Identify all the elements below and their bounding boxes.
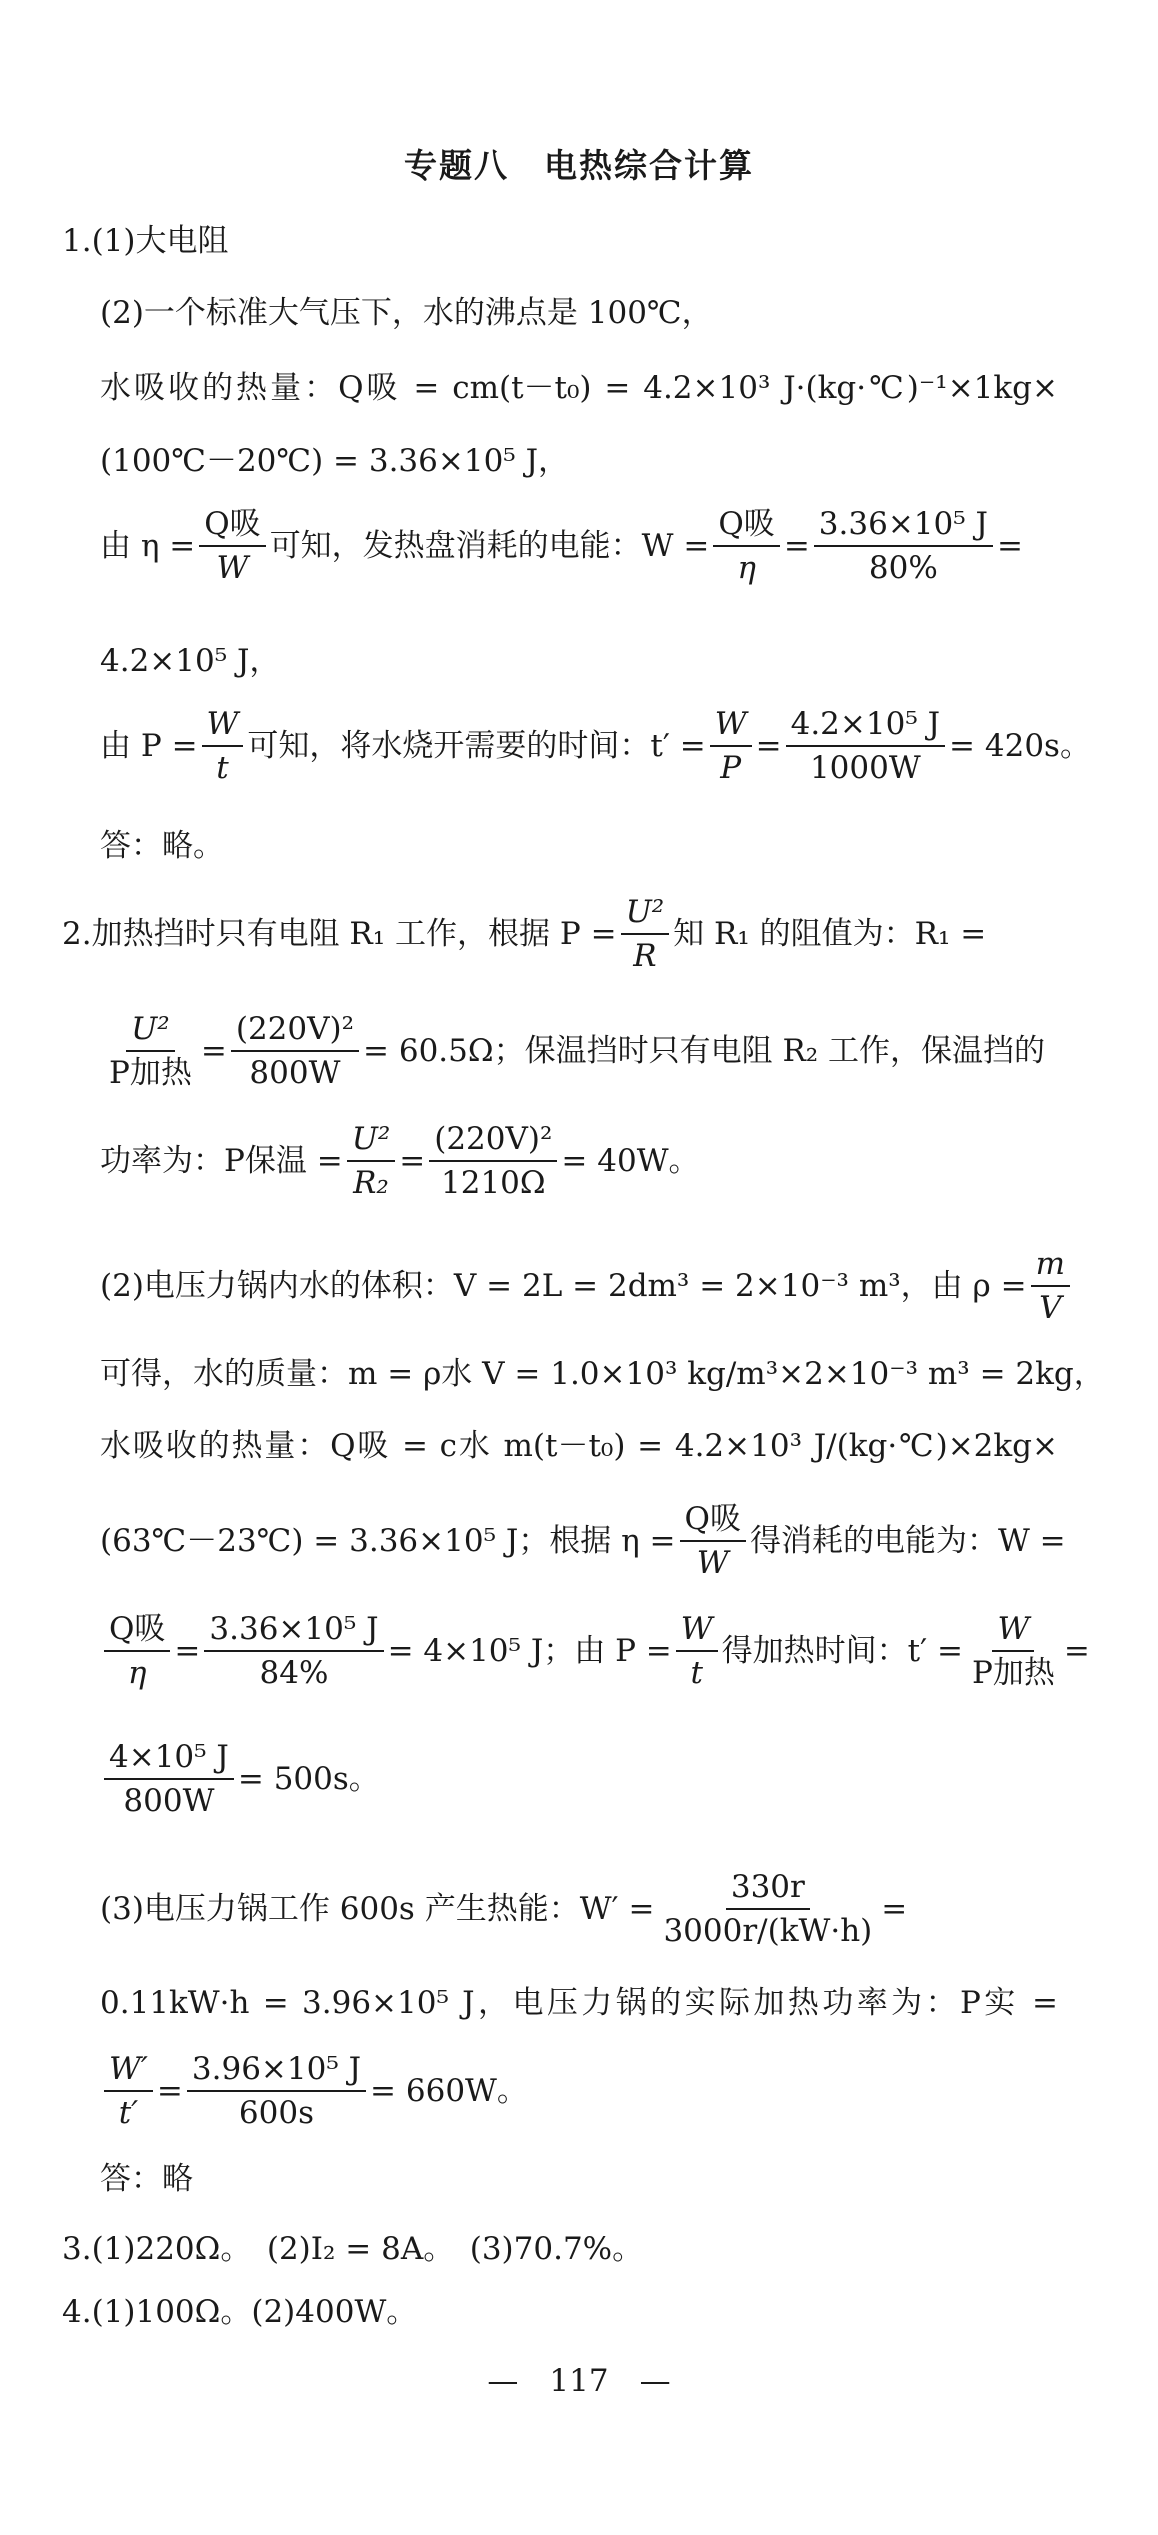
text: 知 R₁ 的阻值为：R₁ = — [673, 916, 987, 952]
denominator: W — [696, 1545, 729, 1581]
q2-part3-line2: 0.11kW·h = 3.96×10⁵ J，电压力锅的实际加热功率为：P实 = — [100, 1985, 1058, 2021]
text: (63℃－23℃) = 3.36×10⁵ J；根据 η = — [100, 1523, 676, 1559]
q2-part3-line3 — [100, 2050, 1058, 2132]
text: 功率为：P保温 = — [100, 1143, 343, 1179]
text: = 500s。 — [237, 1761, 380, 1797]
text: = — [755, 728, 782, 764]
fraction — [104, 1738, 234, 1820]
text: = — [881, 1891, 908, 1927]
q1-line4: (100℃－20℃) = 3.36×10⁵ J， — [100, 443, 569, 479]
numerator: (220V)² — [231, 1010, 359, 1052]
denominator: η — [127, 1655, 147, 1691]
numerator: 330r — [726, 1868, 810, 1910]
numerator: 4.2×10⁵ J — [786, 705, 945, 747]
q1-line5 — [100, 505, 1058, 587]
denominator: t′ — [118, 2095, 139, 2131]
text: (2)电压力锅内水的体积：V = 2L = 2dm³ = 2×10⁻³ m³，由 ρ = — [100, 1268, 1027, 1304]
numerator: m — [1031, 1245, 1070, 1287]
text: = 60.5Ω；保温挡时只有电阻 R₂ 工作，保温挡的 — [363, 1033, 1046, 1069]
fraction — [429, 1120, 557, 1202]
fraction — [1031, 1245, 1070, 1327]
denominator: P加热 — [109, 1055, 192, 1091]
q2-answer: 答：略 — [100, 2161, 193, 2197]
denominator: W — [216, 550, 249, 586]
fraction — [104, 1010, 197, 1092]
denominator: 800W — [123, 1783, 215, 1819]
q2-part2-line6 — [100, 1738, 1058, 1820]
numerator: W — [992, 1610, 1034, 1652]
q4-answer: 4.(1)100Ω。(2)400W。 — [62, 2294, 418, 2330]
q2-line2 — [100, 1010, 1058, 1092]
fraction — [104, 2050, 153, 2132]
denominator: 84% — [259, 1655, 329, 1691]
fraction — [202, 705, 244, 787]
q1-line3: 水吸收的热量：Q吸 = cm(t－t₀) = 4.2×10³ J·(kg·℃)⁻¹×1kg× — [100, 370, 1058, 406]
fraction — [347, 1120, 396, 1202]
text: = 40W。 — [561, 1143, 700, 1179]
denominator: 1000W — [809, 750, 921, 786]
text: = — [1063, 1633, 1090, 1669]
page-number: — 117 — — [487, 2363, 671, 2399]
denominator: 800W — [249, 1055, 341, 1091]
fraction — [199, 505, 265, 587]
text: = 660W。 — [370, 2073, 528, 2109]
text: = 4×10⁵ J；由 P = — [387, 1633, 672, 1669]
text: 2.加热挡时只有电阻 R₁ 工作，根据 P = — [62, 916, 617, 952]
fraction — [621, 893, 670, 975]
q2-part2-line2: 可得，水的质量：m = ρ水 V = 1.0×10³ kg/m³×2×10⁻³ m³ = 2kg， — [100, 1356, 1105, 1392]
text: 得加热时间：t′ = — [721, 1633, 963, 1669]
fraction — [967, 1610, 1060, 1692]
fraction — [710, 705, 752, 787]
page-title: 专题八 电热综合计算 — [404, 146, 754, 185]
q2-line3 — [100, 1120, 1058, 1202]
fraction — [204, 1610, 383, 1692]
q1-part1: 1.(1)大电阻 — [62, 223, 229, 259]
fraction — [104, 1610, 170, 1692]
fraction — [187, 2050, 366, 2132]
text: 得消耗的电能为：W = — [749, 1523, 1066, 1559]
q3-answer: 3.(1)220Ω。 (2)I₂ = 8A。 (3)70.7%。 — [62, 2231, 644, 2267]
q2-part2-line4 — [100, 1500, 1066, 1582]
numerator: (220V)² — [429, 1120, 557, 1162]
fraction — [676, 1610, 718, 1692]
numerator: 3.36×10⁵ J — [204, 1610, 383, 1652]
text: = — [399, 1143, 426, 1179]
text: 由 η = — [100, 528, 196, 564]
denominator: η — [737, 550, 756, 586]
denominator: R — [633, 938, 657, 974]
text: = — [996, 528, 1023, 564]
numerator: 3.96×10⁵ J — [187, 2050, 366, 2092]
denominator: P — [720, 750, 742, 786]
text: 可知，将水烧开需要的时间：t′ = — [247, 728, 706, 764]
denominator: R₂ — [353, 1165, 389, 1201]
text: = — [783, 528, 810, 564]
denominator: t — [216, 750, 229, 786]
q2-part2-line3: 水吸收的热量：Q吸 = c水 m(t－t₀) = 4.2×10³ J/(kg·℃)×2kg× — [100, 1428, 1058, 1464]
numerator: 3.36×10⁵ J — [814, 505, 993, 547]
text: 由 P = — [100, 728, 198, 764]
q2-line1 — [62, 893, 1058, 975]
text: = 420s。 — [949, 728, 1091, 764]
numerator: Q吸 — [680, 1500, 746, 1542]
fraction — [786, 705, 945, 787]
numerator: U² — [126, 1010, 175, 1052]
fraction — [713, 505, 779, 587]
q2-part3-line1 — [100, 1868, 1058, 1950]
text: (3)电压力锅工作 600s 产生热能：W′ = — [100, 1891, 655, 1927]
q2-part2-line1 — [100, 1245, 1065, 1327]
q1-answer: 答：略。 — [100, 828, 224, 864]
q1-line6: 4.2×10⁵ J， — [100, 643, 281, 679]
q2-part2-line5 — [100, 1610, 1090, 1692]
denominator: 80% — [868, 550, 938, 586]
q1-line2: (2)一个标准大气压下，水的沸点是 100℃， — [100, 295, 713, 331]
fraction — [231, 1010, 359, 1092]
text: = — [174, 1633, 201, 1669]
numerator: Q吸 — [199, 505, 265, 547]
text: 可知，发热盘消耗的电能：W = — [269, 528, 710, 564]
numerator: 4×10⁵ J — [104, 1738, 234, 1780]
denominator: 1210Ω — [441, 1165, 546, 1201]
denominator: P加热 — [972, 1655, 1055, 1691]
numerator: Q吸 — [104, 1610, 170, 1652]
fraction — [680, 1500, 746, 1582]
numerator: W — [202, 705, 244, 747]
fraction — [658, 1868, 877, 1950]
numerator: W — [710, 705, 752, 747]
text: = — [200, 1033, 227, 1069]
numerator: W — [676, 1610, 718, 1652]
denominator: t — [690, 1655, 703, 1691]
numerator: U² — [347, 1120, 396, 1162]
denominator: 3000r/(kW·h) — [663, 1913, 873, 1949]
numerator: Q吸 — [713, 505, 779, 547]
numerator: W′ — [104, 2050, 153, 2092]
text: = — [156, 2073, 183, 2109]
numerator: U² — [621, 893, 670, 935]
denominator: V — [1039, 1290, 1062, 1326]
denominator: 600s — [238, 2095, 314, 2131]
fraction — [814, 505, 993, 587]
q1-line7 — [100, 705, 1091, 787]
